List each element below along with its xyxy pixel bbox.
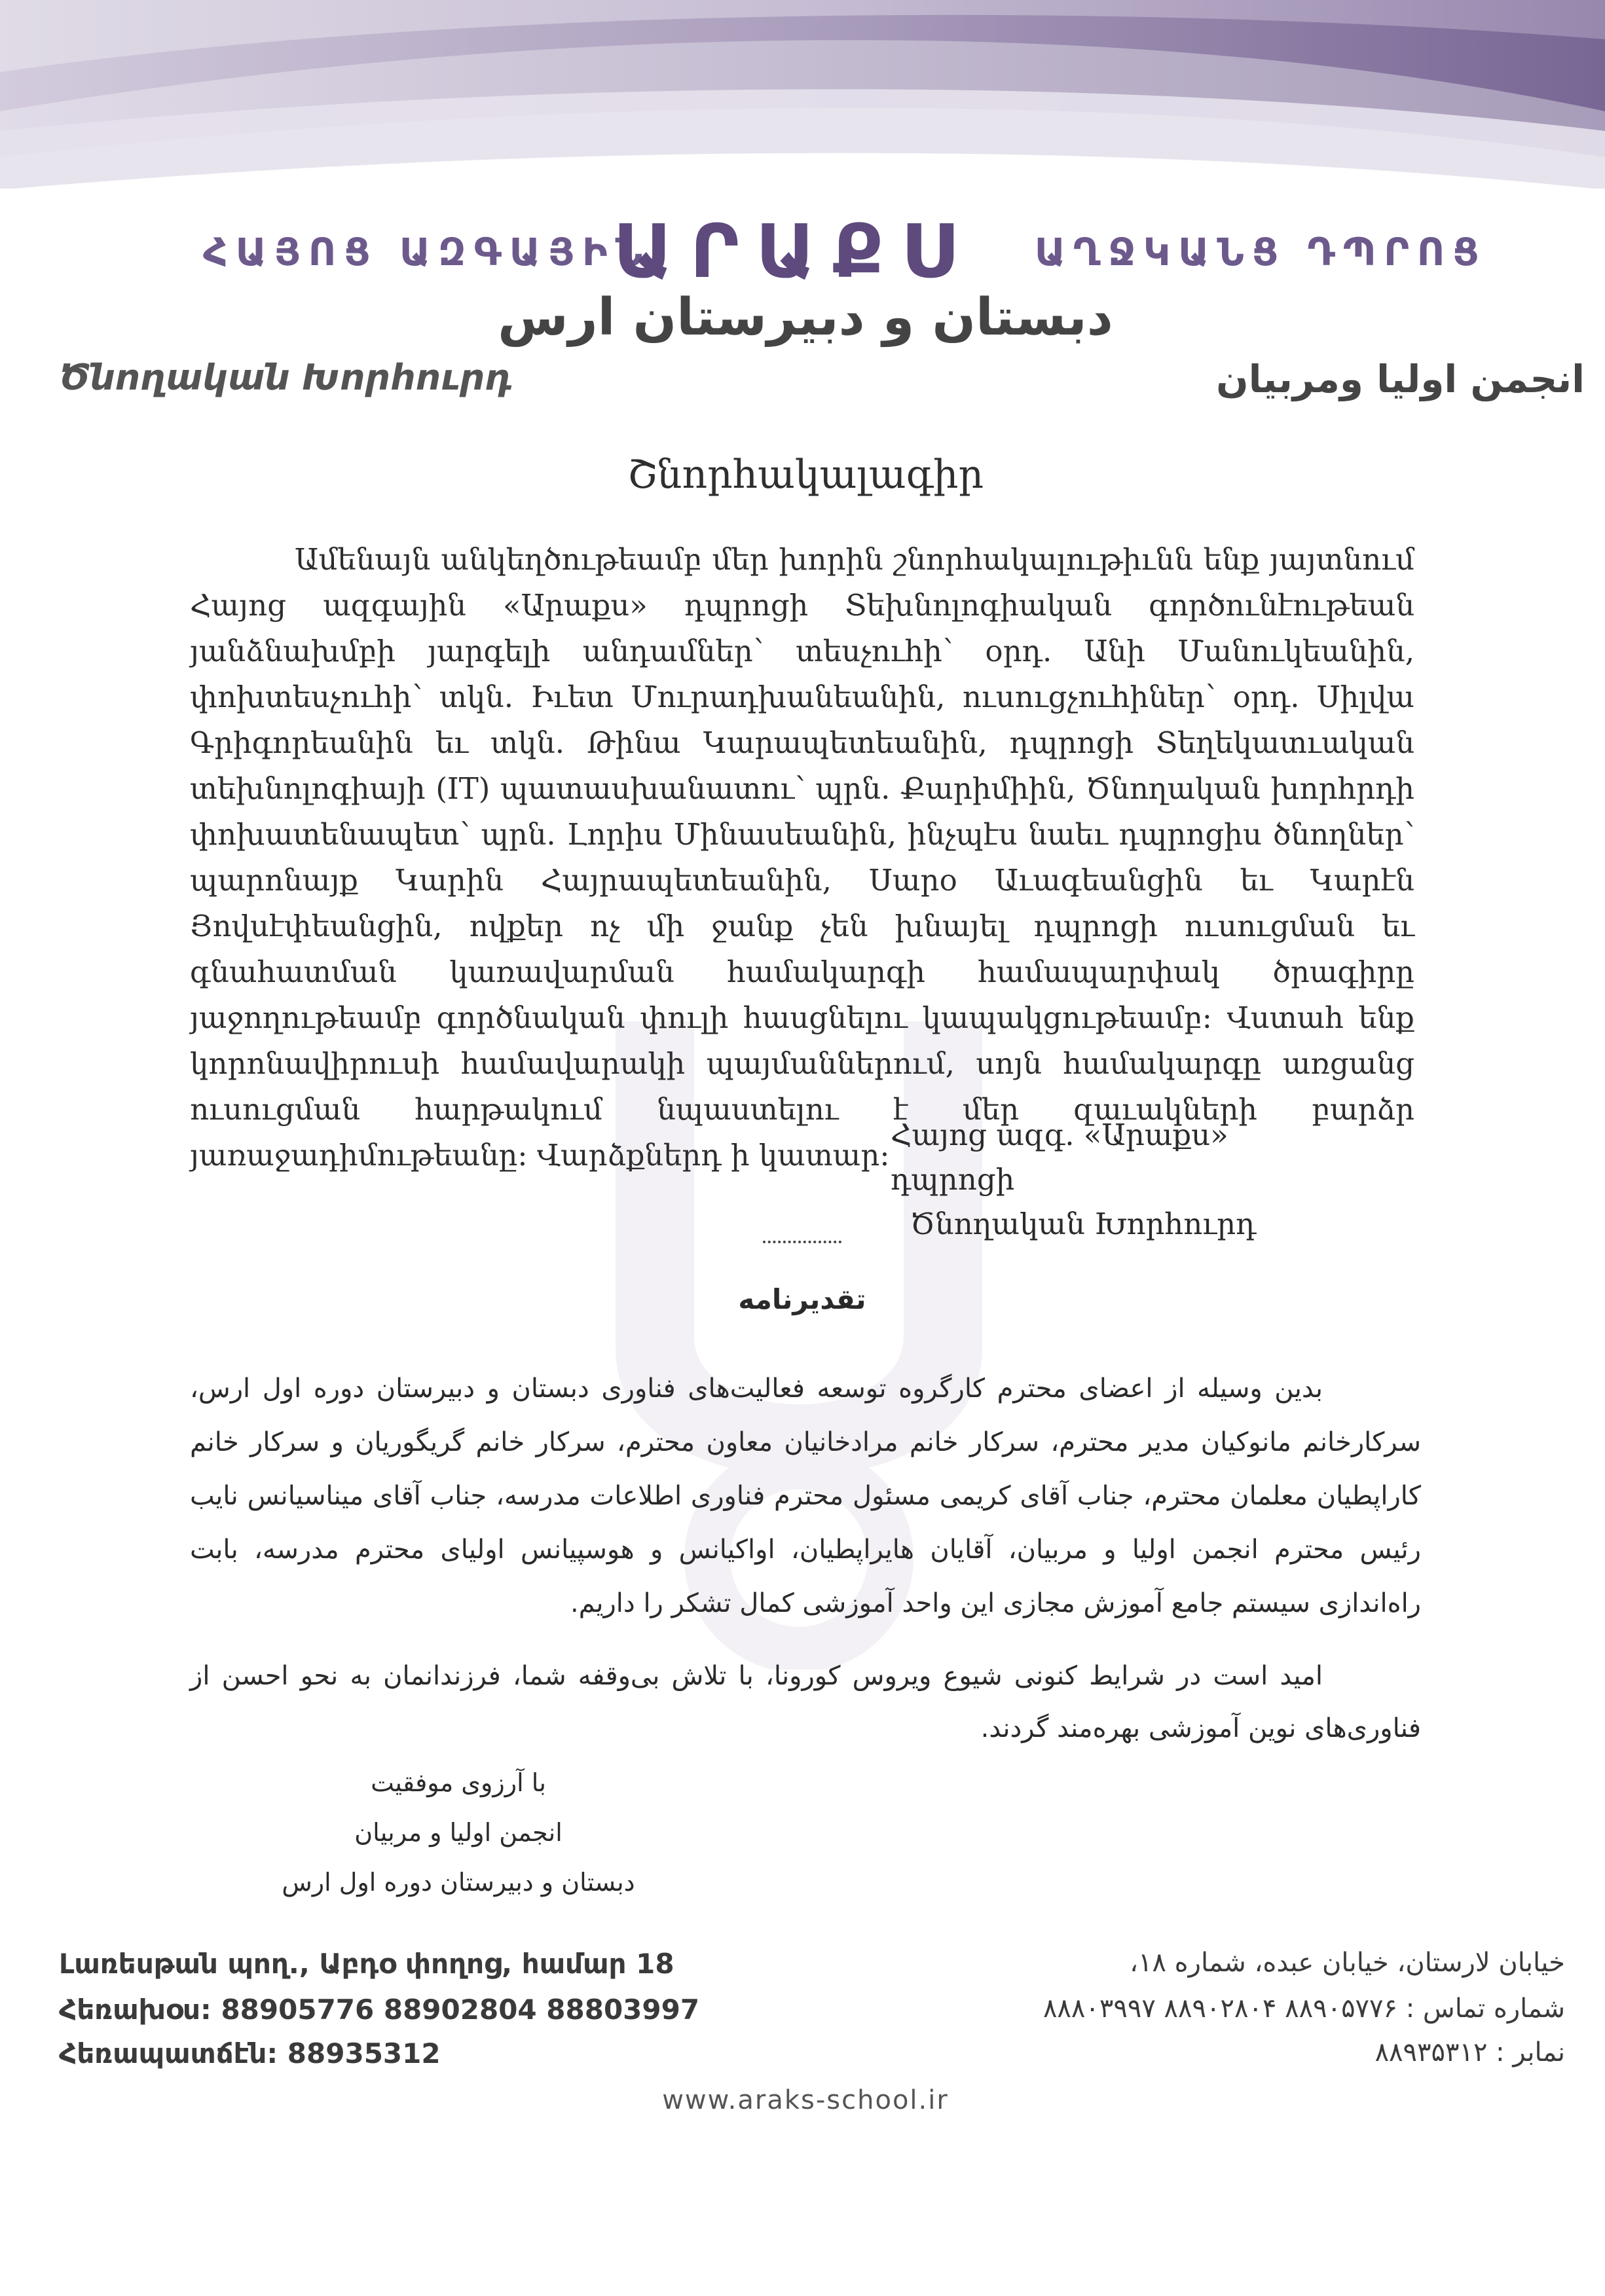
signature-line: دبستان و دبیرستان دوره اول ارس [282, 1868, 635, 1897]
address-armenian: Լառեսթան պող., Աբդօ փողոց, համար 18 [59, 1948, 674, 1980]
signature-armenian [891, 1113, 1349, 1241]
letter-body-persian-closing: امید است در شرایط کنونی شیوع ویروس کورونا، با تلاش بی‌وقفه شما، فرزندانمان به نحو احسن از فناوری‌های نوین آموزشی بهره‌مند گردند. [190, 1661, 1421, 1743]
signature-line: Հայոց ազգ. «Արաքս» դպրոցի [891, 1118, 1228, 1197]
letter-body-armenian: Ամենայն անկեղծութեամբ մեր խորին շնորհակալութիւնն ենք յայտնում Հայոց ազգային «Արաքս» դպրոցի Տեխնոլոգիական գործունէութեան յանձնախմբի յարգելի անդամներ՝ տեսչուհի՝ օրդ. Անի Մանուկեանին, փոխտեսչուհի՝ տկն. Իւետ Մուրադխանեանին, ուսուցչուհիներ՝ օրդ. Սիլվա Գրիգորեանին եւ տկն. Թինա Կարապետեանին, դպրոցի Տեղեկատւական տեխնոլոգիայի (IT) պատասխանատու՝ պրն. Քարիմիին, Ծնողական խորհրդի փոխատենապետ՝ պրն. Լորիս Մինասեանին, ինչպէս նաեւ դպրոցիս ծնողներ՝ պարոնայք Կարին Հայրապետեանին, Սարօ Աւագեանցին եւ Կարէն Յովսէփեանցին, ովքեր ոչ մի ջանք չեն խնայել դպրոցի ուսուցման եւ գնահատման կառավարման համակարգի համապարփակ ծրագիրը յաջողութեամբ գործնական փուլի հասցնելու կապակցութեամբ: Վստահ ենք կորոնավիրուսի համավարակի պայմաններում, սոյն համակարգը առցանց ուսուցման հարթակում նպաստելու է մեր զաւակների բարձր յառաջադիմութեանը: Վարձքներդ ի կատար: [190, 542, 1414, 1173]
address-persian: خیابان لارستان، خیابان عبده، شماره ۱۸، [1130, 1948, 1565, 1978]
fax-armenian: Հեռապատճէն: 88935312 [59, 2037, 441, 2069]
letter-title-persian: تقدیرنامه [738, 1283, 866, 1315]
signature-line: Ծնողական Խորհուրդ [910, 1207, 1257, 1241]
brand-name: ԱՐԱՔՍ [613, 210, 972, 295]
letterhead-band [0, 0, 1605, 196]
signature-line: با آرزوی موفقیت [371, 1768, 546, 1797]
fax-persian: نمابر : ۸۸۹۳۵۳۱۲ [1374, 2037, 1565, 2068]
letter-title-armenian: Շնորհակալագիր [627, 452, 984, 498]
website-link[interactable]: www.araks-school.ir [662, 2085, 949, 2115]
phone-persian: شماره تماس : ۸۸۹۰۵۷۷۶ ۸۸۹۰۲۸۰۴ ۸۸۸۰۳۹۹۷ [1042, 1994, 1565, 2024]
parents-board-persian: انجمن اولیا ومربیان [1216, 357, 1585, 401]
section-divider [763, 1241, 841, 1243]
phone-armenian: Հեռախօս: 88905776 88902804 88803997 [59, 1994, 700, 2026]
brand-left-text: ՀԱՅՈՑ ԱԶԳԱՅԻՆ [203, 230, 651, 274]
brand-right-text: ԱՂՋԿԱՆՑ ԴՊՐՈՑ [1035, 230, 1487, 274]
school-name-persian: دبستان و دبیرستان ارس [498, 288, 1113, 347]
signature-line: انجمن اولیا و مربیان [354, 1818, 563, 1847]
letter-body-persian: بدین وسیله از اعضای محترم کارگروه توسعه فعالیت‌های فناوری دبستان و دبیرستان دوره اول ارس، سرکارخانم مانوکیان مدیر محترم، سرکار خانم مرادخانیان معاون محترم، سرکار خانم گریگوریان و سرکار خانم کاراپطیان معلمان محترم، جناب آقای کریمی مسئول محترم فناوری اطلاعات مدرسه، جناب آقای میناسیانس نایب رئیس محترم انجمن اولیا و مربیان، آقایان هایراپطیان، اواکیانس و هوسپیانس اولیای محترم مدرسه، بابت راه‌اندازی سیستم جامع آموزش مجازی این واحد آموزشی کمال تشکر را داریم. [190, 1374, 1421, 1618]
parents-board-armenian: Ծնողական Խորհուրդ [59, 357, 513, 398]
signature-persian [262, 1758, 655, 1908]
